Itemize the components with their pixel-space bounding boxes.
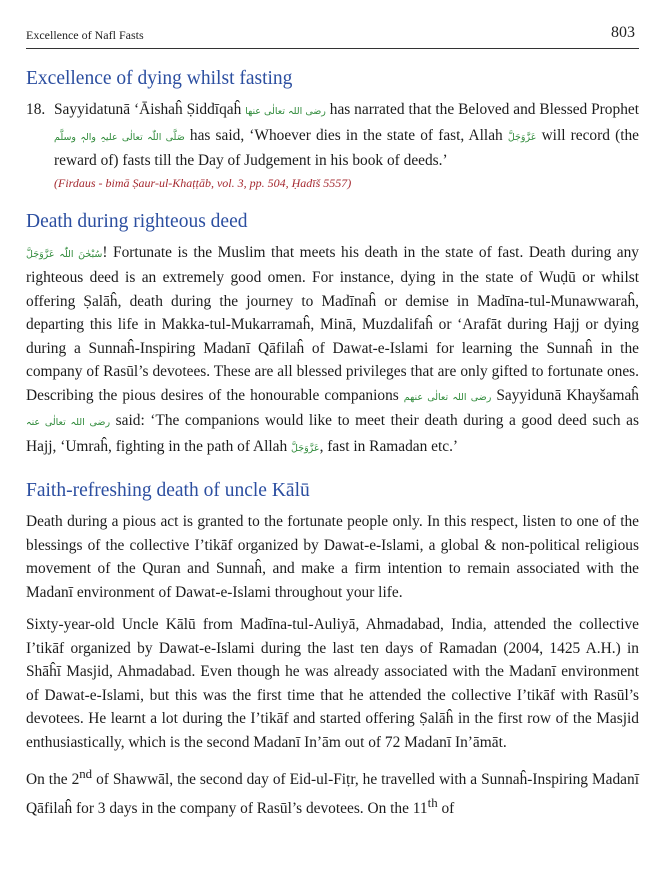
hadith-text: has said, ‘Whoever dies in the state of fast, Allah (184, 126, 508, 144)
arabic-honorific: صَلَّی اللّٰہ تعالٰی علیہِ والہٖ وسلَّم (54, 131, 185, 143)
hadith-number: 18. (26, 101, 46, 118)
section-heading-dying-fasting: Excellence of dying whilst fasting (26, 68, 293, 89)
section-heading-uncle-kalu: Faith-refreshing death of uncle Kālū (26, 480, 310, 501)
righteous-deed-paragraph (26, 241, 639, 461)
ordinal-suffix: nd (79, 767, 93, 781)
hadith-text: will record (the reward of) fasts till the Day of Judgement in his book of deeds.’ (54, 126, 639, 169)
hadith-reference: (Firdaus - bimā Ṣaur-ul-Khaṭṭāb, vol. 3, pp. 504, Ḥadīš 5557) (54, 175, 352, 190)
section-heading-righteous-deed: Death during righteous deed (26, 210, 248, 232)
hadith-text: Sayyidatunā ‘Āishaĥ Ṣiddīqaĥ (54, 101, 246, 118)
paragraph-text: of Shawwāl, the second day of Eid-ul-Fiṭr, he travelled with a Sunnaĥ-Inspiring Madanī Qāfilaĥ for 3 days in the company of Rasūl’s devotees. On the 11 (26, 771, 639, 817)
page-content (26, 66, 639, 820)
page-header (26, 22, 639, 49)
paragraph-text: of (437, 799, 455, 817)
hadith-paragraph (26, 98, 639, 173)
arabic-honorific: رضی اللہ تعالٰی عنھم (403, 391, 492, 403)
arabic-honorific: رضی اللہ تعالٰی عنھا (245, 106, 326, 117)
paragraph-text: On the 2 (26, 771, 80, 789)
paragraph-text: Sayyidunā Khayšamaĥ (491, 386, 640, 404)
uncle-kalu-paragraph-3 (26, 763, 639, 820)
running-title: Excellence of Nafl Fasts (26, 28, 144, 42)
paragraph-text: , fast in Ramadan etc.’ (319, 437, 459, 455)
paragraph-text: said: ‘The companions would like to meet their death during a good deed such as Hajj, ‘Umraĥ, fighting in the path of Allah (26, 412, 639, 455)
paragraph-text: ! Fortunate is the Muslim that meets his death in the state of fast. Death during any righteous deed is an extremely good omen. For instance, dying in the state of Wuḍū or whilst offering Ṣalāĥ, death during the journey to Madīnaĥ or demise in Madīna-tul-Munawwaraĥ, departing this life in Makka-tul-Mukarramaĥ, Minā, Muzdalifaĥ or ‘Arafāt during Hajj or dying during a Sunnaĥ-Inspiring Madanī Qāfilaĥ of Dawat-e-Islami for learning the Sunnaĥ in the company of Rasūl’s devotees. These are all blessed privileges that are only gifted to fortunate ones. Describing the pious desires of the honourable companions (26, 243, 640, 404)
uncle-kalu-paragraph-1: Death during a pious act is granted to the fortunate people only. In this respect, listen to one of the blessings of the collective I’tikāf organized by Dawat-e-Islami, a global & non-political religious movement of the Quran and Sunnaĥ, and make a firm intention to remain associated with the Madanī environment of Dawat-e-Islami throughout your life. (26, 513, 639, 601)
arabic-honorific: عَزَّوَجَلَّ (291, 442, 320, 454)
uncle-kalu-paragraph-2: Sixty-year-old Uncle Kālū from Madīna-tul-Auliyā, Ahmadabad, India, attended the collective I’tikāf organized by Dawat-e-Islami during the last ten days of Ramadan (2004, 1425 A.H.) in Shāĥī Masjid, Ahmadabad. Even though he was already associated with the Madanī environment of Dawat-e-Islami, but this was the first time that he attended the collective I’tikāf with Rasūl’s devotees. He learnt a lot during the I’tikāf and started offering Ṣalāĥ in the first row of the Masjid enthusiastically, which is the second Madanī In’ām out of 72 Madanī In’āmāt. (26, 616, 639, 751)
arabic-honorific: سُبْحٰنَ اللّٰہ عَزَّوَجَلَّ (26, 248, 103, 260)
page-number: 803 (611, 24, 635, 41)
ordinal-suffix: th (427, 795, 438, 810)
hadith-text: has narrated that the Beloved and Blessed Prophet (325, 101, 639, 118)
arabic-honorific: رضی اللہ تعالٰی عنہ (26, 417, 111, 428)
arabic-honorific: عَزَّوَجَلَّ (507, 131, 537, 143)
